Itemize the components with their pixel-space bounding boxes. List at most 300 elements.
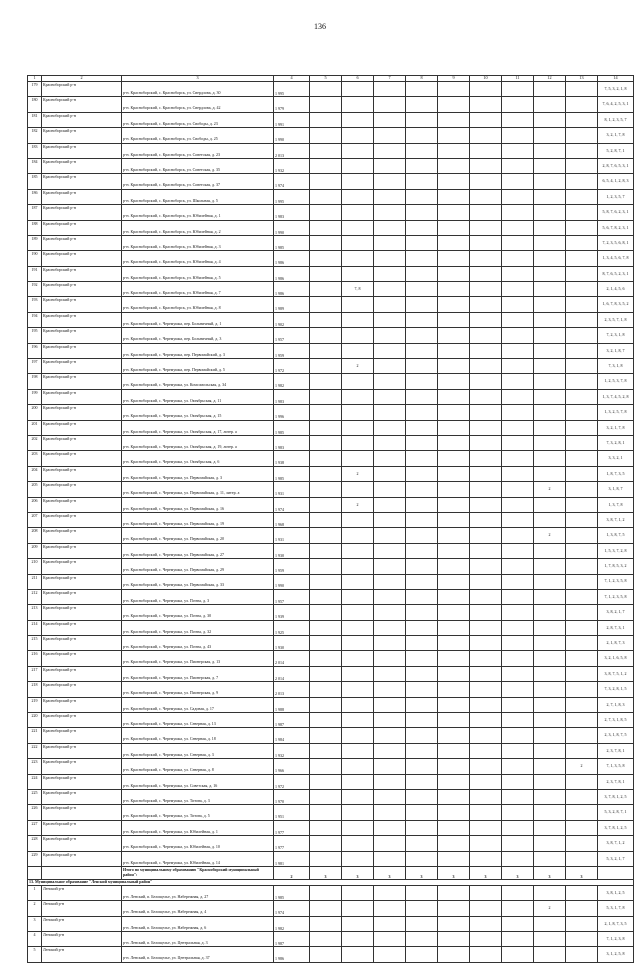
year-cell: 1 995 [274, 189, 310, 204]
row-number: 200 [28, 405, 42, 420]
col13-cell [566, 697, 598, 712]
col12-cell [534, 359, 566, 374]
col9-cell [438, 97, 470, 112]
col7-cell [374, 512, 406, 527]
col13-cell [566, 559, 598, 574]
address-cell: р-н. Ленский, п. Белощелье, ул. Набережная, д. 27 [122, 885, 274, 900]
col7-cell [374, 574, 406, 589]
col6-cell [342, 836, 374, 851]
col12-cell [534, 235, 566, 250]
col8-cell [406, 636, 438, 651]
col11-cell [502, 651, 534, 666]
address-cell: р-н. Красноборский, с. Черемушка, ул. Первомайская, д. 19 [122, 512, 274, 527]
address-cell: р-н. Красноборский, с. Черемушка, ул. Октябрьская, д. 19, литер. а [122, 435, 274, 450]
district-cell: Красноборский р-н [42, 359, 122, 374]
col12-cell [534, 466, 566, 481]
address-cell: р-н. Красноборский, с. Черемушка, ул. Октябрьская, д. 11 [122, 389, 274, 404]
col11-cell [502, 697, 534, 712]
address-cell: р-н. Красноборский, с. Красноборск, ул. Свердлова, д. 42 [122, 97, 274, 112]
col13-cell [566, 297, 598, 312]
table-row [28, 497, 634, 512]
header-cell: 1 [28, 76, 42, 82]
col12-cell [534, 420, 566, 435]
year-cell: 1 984 [274, 728, 310, 743]
col13-cell [566, 405, 598, 420]
year-cell: 1 996 [274, 405, 310, 420]
col10-cell [470, 697, 502, 712]
col7-cell [374, 651, 406, 666]
col10-cell [470, 805, 502, 820]
work-codes-cell: 5, 6, 7, 8, 2, 3, 1 [598, 220, 634, 235]
col6-cell [342, 235, 374, 250]
col5-cell [310, 405, 342, 420]
col8-cell [406, 189, 438, 204]
col9-cell [438, 774, 470, 789]
year-cell: 1 938 [274, 451, 310, 466]
row-number: 218 [28, 682, 42, 697]
address-cell: р-н. Красноборский, с. Черемушка, ул. Северная, д. 18 [122, 728, 274, 743]
col11-cell [502, 836, 534, 851]
table-row [28, 543, 634, 558]
work-codes-cell: 3, 2, 1, 7, 8 [598, 420, 634, 435]
total-value: 3 [534, 866, 566, 879]
col12-cell [534, 589, 566, 604]
col5-cell [310, 851, 342, 866]
district-cell: Красноборский р-н [42, 405, 122, 420]
col10-cell [470, 759, 502, 774]
row-number: 210 [28, 559, 42, 574]
col12-cell [534, 220, 566, 235]
col12-cell [534, 451, 566, 466]
col10-cell [470, 374, 502, 389]
col5-cell [310, 389, 342, 404]
col10-cell [470, 528, 502, 543]
address-cell: р-н. Красноборский, с. Красноборск, ул. Юбилейная, д. 5 [122, 266, 274, 281]
col10-cell [470, 282, 502, 297]
work-codes-cell: 3, 2, 1, 7, 8 [598, 128, 634, 143]
col9-cell [438, 312, 470, 327]
col9-cell [438, 916, 470, 931]
col5-cell [310, 620, 342, 635]
col6-cell: 7, 8 [342, 282, 374, 297]
col6-cell [342, 435, 374, 450]
col11-cell [502, 174, 534, 189]
table-row [28, 636, 634, 651]
col8-cell [406, 82, 438, 97]
col8-cell [406, 328, 438, 343]
row-number: 204 [28, 466, 42, 481]
col8-cell [406, 543, 438, 558]
col13-cell [566, 343, 598, 358]
work-codes-cell: 5, 3, 1, 7, 8 [598, 901, 634, 916]
row-number: 227 [28, 820, 42, 835]
col9-cell [438, 405, 470, 420]
col6-cell [342, 851, 374, 866]
col10-cell [470, 901, 502, 916]
col6-cell [342, 728, 374, 743]
col6-cell [342, 420, 374, 435]
col10-cell [470, 466, 502, 481]
col6-cell [342, 620, 374, 635]
col12-cell [534, 820, 566, 835]
col9-cell [438, 482, 470, 497]
col12-cell [534, 851, 566, 866]
year-cell: 1 979 [274, 97, 310, 112]
district-cell: Красноборский р-н [42, 420, 122, 435]
col8-cell [406, 916, 438, 931]
col12-cell [534, 128, 566, 143]
col12-cell [534, 759, 566, 774]
col7-cell [374, 713, 406, 728]
col9-cell [438, 851, 470, 866]
col10-cell [470, 743, 502, 758]
col12-cell [534, 805, 566, 820]
header-cell: 8 [406, 76, 438, 82]
col6-cell [342, 389, 374, 404]
col11-cell [502, 205, 534, 220]
col8-cell [406, 528, 438, 543]
col12-cell [534, 158, 566, 173]
year-cell: 1 988 [274, 697, 310, 712]
col10-cell [470, 312, 502, 327]
col9-cell [438, 820, 470, 835]
col6-cell [342, 297, 374, 312]
row-number: 208 [28, 528, 42, 543]
col7-cell [374, 266, 406, 281]
col9-cell [438, 174, 470, 189]
col5-cell [310, 666, 342, 681]
district-cell: Красноборский р-н [42, 820, 122, 835]
table-row [28, 666, 634, 681]
col7-cell [374, 343, 406, 358]
col10-cell [470, 128, 502, 143]
col8-cell [406, 405, 438, 420]
col13-cell [566, 901, 598, 916]
col13-cell [566, 266, 598, 281]
col11-cell [502, 543, 534, 558]
address-cell: р-н. Красноборский, с. Красноборск, ул. Свободы, д. 23 [122, 112, 274, 127]
col9-cell [438, 713, 470, 728]
col6-cell [342, 189, 374, 204]
col5-cell [310, 651, 342, 666]
year-cell: 1 983 [274, 389, 310, 404]
col13-cell [566, 543, 598, 558]
year-cell: 1 966 [274, 759, 310, 774]
col13-cell [566, 713, 598, 728]
col6-cell [342, 128, 374, 143]
col11-cell [502, 112, 534, 127]
col12-cell [534, 620, 566, 635]
col7-cell [374, 143, 406, 158]
col10-cell [470, 112, 502, 127]
col11-cell [502, 97, 534, 112]
col8-cell [406, 235, 438, 250]
row-number: 191 [28, 266, 42, 281]
total-value: 3 [566, 866, 598, 879]
work-codes-cell: 2, 1, 4, 5, 6 [598, 282, 634, 297]
year-cell: 1 987 [274, 713, 310, 728]
col12-cell [534, 636, 566, 651]
work-codes-cell: 1, 5, 3, 7, 2, 8 [598, 543, 634, 558]
col7-cell [374, 189, 406, 204]
district-cell: Красноборский р-н [42, 713, 122, 728]
col6-cell [342, 932, 374, 947]
col9-cell [438, 743, 470, 758]
col10-cell [470, 789, 502, 804]
col8-cell [406, 420, 438, 435]
address-cell: р-н. Красноборский, с. Черемушка, ул. Первомайская, д. 3 [122, 466, 274, 481]
district-cell: Красноборский р-н [42, 728, 122, 743]
district-cell: Красноборский р-н [42, 435, 122, 450]
col5-cell [310, 359, 342, 374]
col11-cell [502, 451, 534, 466]
col9-cell [438, 543, 470, 558]
district-cell: Красноборский р-н [42, 189, 122, 204]
col5-cell [310, 251, 342, 266]
col6-cell [342, 528, 374, 543]
col9-cell [438, 266, 470, 281]
row-number: 220 [28, 713, 42, 728]
row-number: 228 [28, 836, 42, 851]
col13-cell [566, 158, 598, 173]
col6-cell [342, 343, 374, 358]
col7-cell [374, 851, 406, 866]
col5-cell [310, 312, 342, 327]
col9-cell [438, 728, 470, 743]
work-codes-cell: 3, 8, 7, 1, 2 [598, 512, 634, 527]
address-cell: р-н. Красноборский, с. Черемушка, пер. Первомайский, д. 3 [122, 343, 274, 358]
district-cell: Красноборский р-н [42, 682, 122, 697]
col7-cell [374, 759, 406, 774]
total-row [28, 866, 634, 879]
address-cell: р-н. Красноборский, с. Черемушка, ул. Юбилейная, д. 14 [122, 851, 274, 866]
work-codes-cell: 1, 3, 8, 7, 5 [598, 528, 634, 543]
col11-cell [502, 282, 534, 297]
address-cell: р-н. Красноборский, с. Черемушка, пер. Первомайский, д. 5 [122, 359, 274, 374]
col12-cell [534, 743, 566, 758]
col6-cell [342, 774, 374, 789]
col12-cell [534, 559, 566, 574]
year-cell: 1 985 [274, 235, 310, 250]
year-cell: 1 985 [274, 885, 310, 900]
year-cell: 1 974 [274, 497, 310, 512]
col8-cell [406, 143, 438, 158]
col5-cell [310, 932, 342, 947]
row-number: 217 [28, 666, 42, 681]
col12-cell [534, 697, 566, 712]
col12-cell [534, 932, 566, 947]
col11-cell [502, 820, 534, 835]
col13-cell [566, 947, 598, 962]
col9-cell [438, 651, 470, 666]
col13-cell [566, 574, 598, 589]
col13-cell [566, 820, 598, 835]
col10-cell [470, 820, 502, 835]
col13-cell [566, 282, 598, 297]
col11-cell [502, 901, 534, 916]
col13-cell [566, 743, 598, 758]
work-codes-cell: 3, 7, 8, 1, 2, 5 [598, 789, 634, 804]
row-number: 181 [28, 112, 42, 127]
work-codes-cell: 7, 3, 1, 8 [598, 359, 634, 374]
col13-cell [566, 466, 598, 481]
col6-cell [342, 885, 374, 900]
col8-cell [406, 297, 438, 312]
address-cell: р-н. Красноборский, с. Красноборск, ул. Школьная, д. 5 [122, 189, 274, 204]
col10-cell [470, 651, 502, 666]
table-row [28, 512, 634, 527]
district-cell: Красноборский р-н [42, 158, 122, 173]
col6-cell [342, 947, 374, 962]
col12-cell [534, 205, 566, 220]
table-row [28, 143, 634, 158]
col13-cell [566, 451, 598, 466]
row-number: 180 [28, 97, 42, 112]
row-number: 211 [28, 574, 42, 589]
col6-cell [342, 589, 374, 604]
col9-cell [438, 901, 470, 916]
work-codes-cell: 2, 3, 7, 8, 1 [598, 774, 634, 789]
col6-cell [342, 482, 374, 497]
col13-cell [566, 589, 598, 604]
table-row [28, 916, 634, 931]
row-number: 197 [28, 359, 42, 374]
col10-cell [470, 713, 502, 728]
col9-cell [438, 636, 470, 651]
total-value: 3 [374, 866, 406, 879]
col6-cell [342, 158, 374, 173]
col8-cell [406, 466, 438, 481]
row-number: 186 [28, 189, 42, 204]
col11-cell [502, 266, 534, 281]
table-row [28, 328, 634, 343]
col13-cell [566, 497, 598, 512]
work-codes-cell: 1, 3, 2, 5, 7, 8 [598, 405, 634, 420]
district-cell: Красноборский р-н [42, 466, 122, 481]
col5-cell [310, 743, 342, 758]
district-cell: Красноборский р-н [42, 251, 122, 266]
col10-cell [470, 728, 502, 743]
row-number: 188 [28, 220, 42, 235]
col8-cell [406, 343, 438, 358]
col6-cell [342, 916, 374, 931]
year-cell: 2 013 [274, 143, 310, 158]
col10-cell [470, 359, 502, 374]
col7-cell [374, 774, 406, 789]
col8-cell [406, 697, 438, 712]
year-cell: 1 931 [274, 528, 310, 543]
col12-cell [534, 143, 566, 158]
col8-cell [406, 497, 438, 512]
col12-cell: 2 [534, 901, 566, 916]
col7-cell [374, 82, 406, 97]
col5-cell [310, 112, 342, 127]
col6-cell [342, 666, 374, 681]
col7-cell [374, 235, 406, 250]
row-number: 193 [28, 297, 42, 312]
table-row [28, 312, 634, 327]
col12-cell [534, 574, 566, 589]
col5-cell [310, 451, 342, 466]
address-cell: р-н. Красноборский, с. Красноборск, ул. Юбилейная, д. 4 [122, 251, 274, 266]
col10-cell [470, 636, 502, 651]
col12-cell [534, 374, 566, 389]
col7-cell [374, 405, 406, 420]
table-row [28, 297, 634, 312]
row-number: 189 [28, 235, 42, 250]
col12-cell [534, 789, 566, 804]
col7-cell [374, 312, 406, 327]
year-cell: 1 925 [274, 620, 310, 635]
col12-cell [534, 836, 566, 851]
address-cell: р-н. Красноборский, с. Черемушка, пер. Больничный, д. 3 [122, 328, 274, 343]
col9-cell [438, 420, 470, 435]
col10-cell [470, 916, 502, 931]
year-cell: 1 986 [274, 947, 310, 962]
col8-cell [406, 266, 438, 281]
col13-cell [566, 805, 598, 820]
row-number: 221 [28, 728, 42, 743]
col10-cell [470, 885, 502, 900]
col13-cell [566, 143, 598, 158]
table-row [28, 389, 634, 404]
col11-cell [502, 789, 534, 804]
col11-cell [502, 312, 534, 327]
work-codes-cell: 8, 7, 6, 5, 2, 3, 1 [598, 266, 634, 281]
col13-cell [566, 112, 598, 127]
work-codes-cell: 6, 5, 4, 1, 2, 8, 3 [598, 174, 634, 189]
header-cell: 12 [534, 76, 566, 82]
col11-cell [502, 405, 534, 420]
district-cell: Красноборский р-н [42, 666, 122, 681]
col11-cell [502, 636, 534, 651]
col7-cell [374, 820, 406, 835]
row-number: 195 [28, 328, 42, 343]
col5-cell [310, 328, 342, 343]
row-number: 185 [28, 174, 42, 189]
col8-cell [406, 220, 438, 235]
col11-cell [502, 328, 534, 343]
address-cell: р-н. Красноборский, с. Красноборск, ул. Юбилейная, д. 3 [122, 235, 274, 250]
col9-cell [438, 128, 470, 143]
address-cell: р-н. Красноборский, с. Красноборск, ул. Юбилейная, д. 1 [122, 205, 274, 220]
col9-cell [438, 220, 470, 235]
col9-cell [438, 836, 470, 851]
col11-cell [502, 528, 534, 543]
year-cell: 1 957 [274, 589, 310, 604]
header-cell: 6 [342, 76, 374, 82]
col6-cell [342, 743, 374, 758]
col12-cell [534, 435, 566, 450]
col6-cell [342, 328, 374, 343]
col7-cell [374, 636, 406, 651]
col5-cell [310, 916, 342, 931]
col11-cell [502, 251, 534, 266]
row-number: 219 [28, 697, 42, 712]
work-codes-cell: 2, 7, 1, 8, 3 [598, 697, 634, 712]
col6-cell [342, 143, 374, 158]
year-cell: 1 990 [274, 128, 310, 143]
col6-cell [342, 251, 374, 266]
col8-cell [406, 482, 438, 497]
col5-cell [310, 543, 342, 558]
district-cell: Красноборский р-н [42, 112, 122, 127]
row-number: 207 [28, 512, 42, 527]
table-row [28, 947, 634, 962]
col11-cell [502, 851, 534, 866]
col6-cell [342, 713, 374, 728]
table-row [28, 651, 634, 666]
